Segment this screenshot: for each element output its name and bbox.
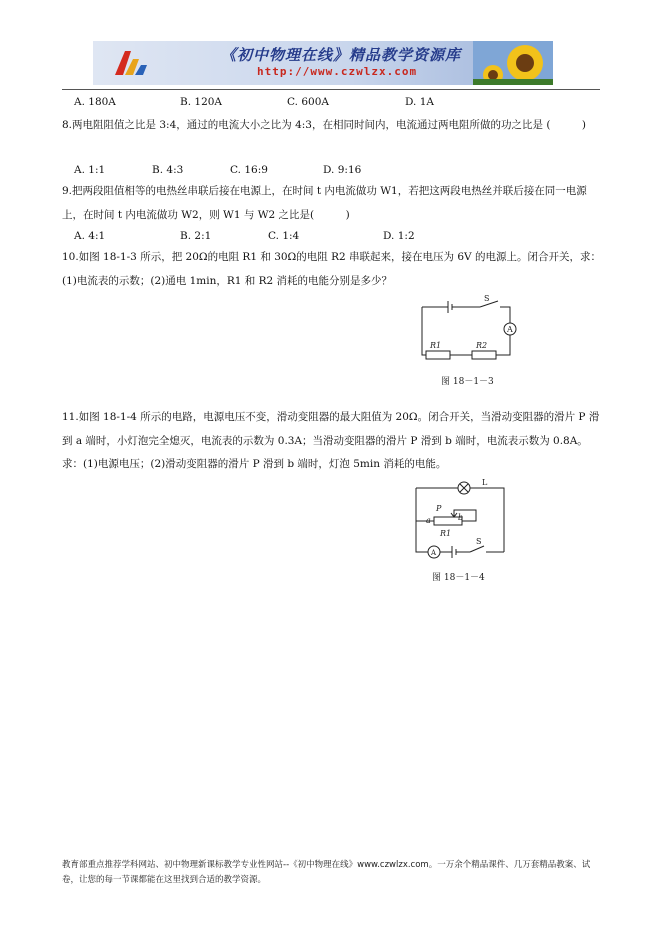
q11-stem: 11.如图 18-1-4 所示的电路，电源电压不变，滑动变阻器的最大阻值为 20Ω。闭合开关，当滑动变阻器的滑片 P 滑到 a 端时，小灯泡完全熄灭，电流表的示数为 0.3A；当滑动变阻器的滑片 P 滑到 b 端时，电流表示数为 0.8A。求：(1)电源电压；(2)滑动变阻器的滑片 P 滑到 b 端时，灯泡 5min 消耗的电能。 — [62, 411, 600, 470]
label-ammeter-a: A — [431, 549, 437, 557]
label-r1: R1 — [440, 529, 452, 538]
q9-option-c: C. 1:4 — [268, 230, 300, 242]
site-url[interactable]: http://www.czwlzx.com — [257, 65, 418, 78]
q9-option-b: B. 2:1 — [180, 230, 212, 242]
figure-caption-18-1-4: 图 18－1－4 — [432, 573, 485, 583]
q7-option-b: B. 120A — [180, 96, 223, 108]
q7-option-a: A. 180A — [74, 96, 116, 108]
label-end-a: a — [426, 516, 431, 525]
header-divider — [62, 89, 600, 90]
site-logo-icon — [111, 45, 151, 81]
q9-option-a: A. 4:1 — [74, 230, 106, 242]
site-title: 《初中物理在线》精品教学资源库 — [221, 46, 462, 64]
q10-stem: 10.如图 18-1-3 所示，把 20Ω的电阻 R1 和 30Ω的电阻 R2 串联起来，接在电压为 6V 的电源上。闭合开关，求：(1)电流表的示数；(2)通电 1min，R1 和 R2 消耗的电能分别是多少？ — [62, 251, 601, 287]
q7-option-c: C. 600A — [287, 96, 329, 108]
label-end-b: b — [458, 513, 464, 522]
q9-stem: 9.把两段阻值相等的电热丝串联后接在电源上，在时间 t 内电流做功 W1，若把这两段电热丝并联后接在同一电源上，在时间 t 内电流做功 W2，则 W1 与 W2 之比是( ) — [62, 185, 587, 221]
label-lamp-l: L — [482, 478, 488, 487]
header-banner — [93, 41, 553, 85]
q9-option-d: D. 1:2 — [383, 230, 415, 242]
label-ammeter-a: A — [507, 325, 513, 334]
q8-option-c: C. 16:9 — [230, 164, 268, 176]
label-slider-p: P — [436, 504, 442, 513]
q7-option-d: D. 1A — [405, 96, 434, 108]
page-footer: 教育部重点推荐学科网站、初中物理新课标教学专业性网站--《初中物理在线》www.czwlzx.com。一万余个精品课件、几万套精品教案、试卷，让您的每一节课都能在这里找到合适的教学资源。 — [62, 860, 591, 885]
label-r2: R2 — [476, 341, 488, 350]
label-switch-s: S — [484, 294, 490, 303]
q8-option-d: D. 9:16 — [323, 164, 362, 176]
sunflower-icon — [473, 41, 553, 85]
q8-stem: 8.两电阻阻值之比是 3:4，通过的电流大小之比为 4:3，在相同时间内，电流通过两电阻所做的功之比是 ( ) — [62, 119, 587, 131]
q8-option-b: B. 4:3 — [152, 164, 184, 176]
label-r1: R1 — [430, 341, 442, 350]
figure-caption-18-1-3: 图 18－1－3 — [441, 377, 494, 387]
circuit-figure-18-1-4 — [408, 478, 518, 564]
label-switch-s: S — [476, 537, 482, 546]
q8-option-a: A. 1:1 — [74, 164, 106, 176]
circuit-figure-18-1-3 — [412, 292, 522, 364]
